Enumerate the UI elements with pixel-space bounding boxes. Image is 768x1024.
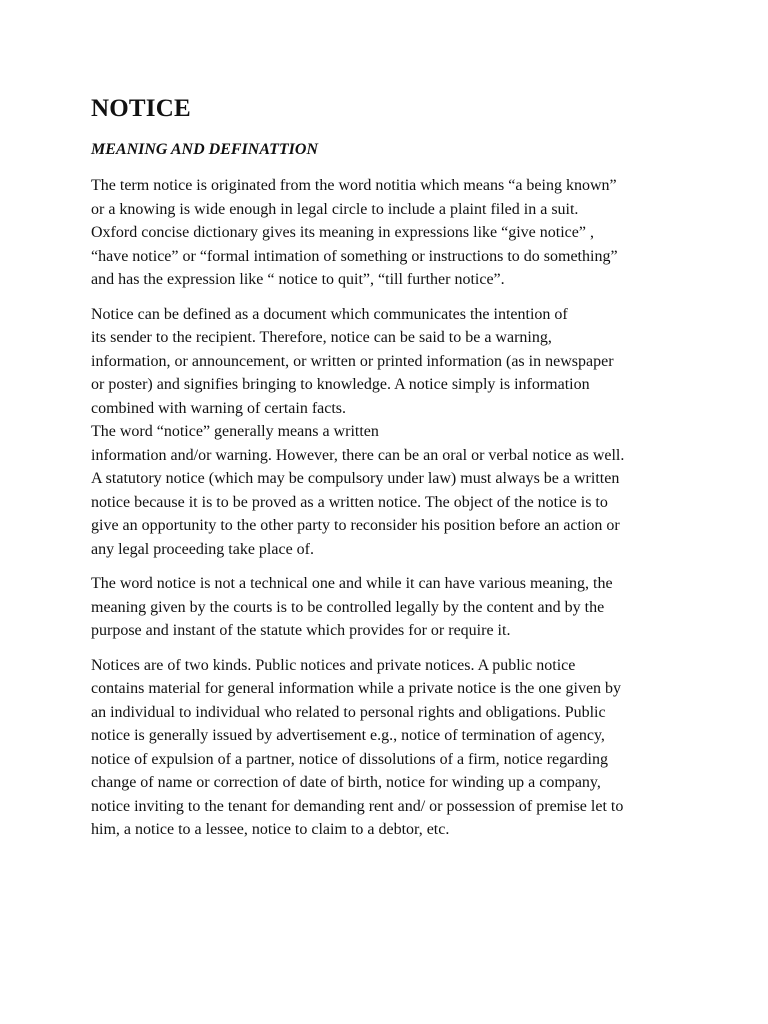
section-heading: MEANING AND DEFINATTION [91,141,318,158]
paragraph-technical-meaning: The word notice is not a technical one and while it can have various meaning, the meaning given by the courts is to be controlled legally by the content and by the purpose and instant of the statute which provides for or require it. [91,575,613,639]
paragraph-kinds-of-notice: Notices are of two kinds. Public notices and private notices. A public notice contains material for general information while a private notice is the one given by an individual to individual who related to personal rights and obligations. Public notice is generally issued by advertisement e.g., notice of termination of agency, notice of expulsion of a partner, notice of dissolutions of a firm, notice regarding change of name or correction of date of birth, notice for winding up a company, notice inviting to the tenant for demanding rent and/ or possession of premise let to him, a notice to a lessee, notice to claim to a debtor, etc. [91,656,624,838]
paragraph-written-notice: The word “notice” generally means a written information and/or warning. However, there can be an oral or verbal notice as well. A statutory notice (which may be compulsory under law) must always be a written notice because it is to be proved as a written notice. The object of the notice is to give an opportunity to the other party to reconsider his position before an action or any legal proceeding take place of. [91,423,625,558]
document-title: NOTICE [91,95,191,122]
paragraph-definition: Notice can be defined as a document which communicates the intention of its sender to the recipient. Therefore, notice can be said to be a warning, information, or announcement, or written or printed information (as in newspaper or poster) and signifies bringing to knowledge. A notice simply is information combined with warning of certain facts. [91,305,614,417]
paragraph-term-origin: The term notice is originated from the word notitia which means “a being known” or a knowing is wide enough in legal circle to include a plaint filed in a suit. Oxford concise dictionary gives its meaning in expressions like “give notice” , “have notice” or “formal intimation of something or instructions to do something” and has the expression like “ notice to quit”, “till further notice”. [91,177,618,288]
document-page [91,96,683,842]
